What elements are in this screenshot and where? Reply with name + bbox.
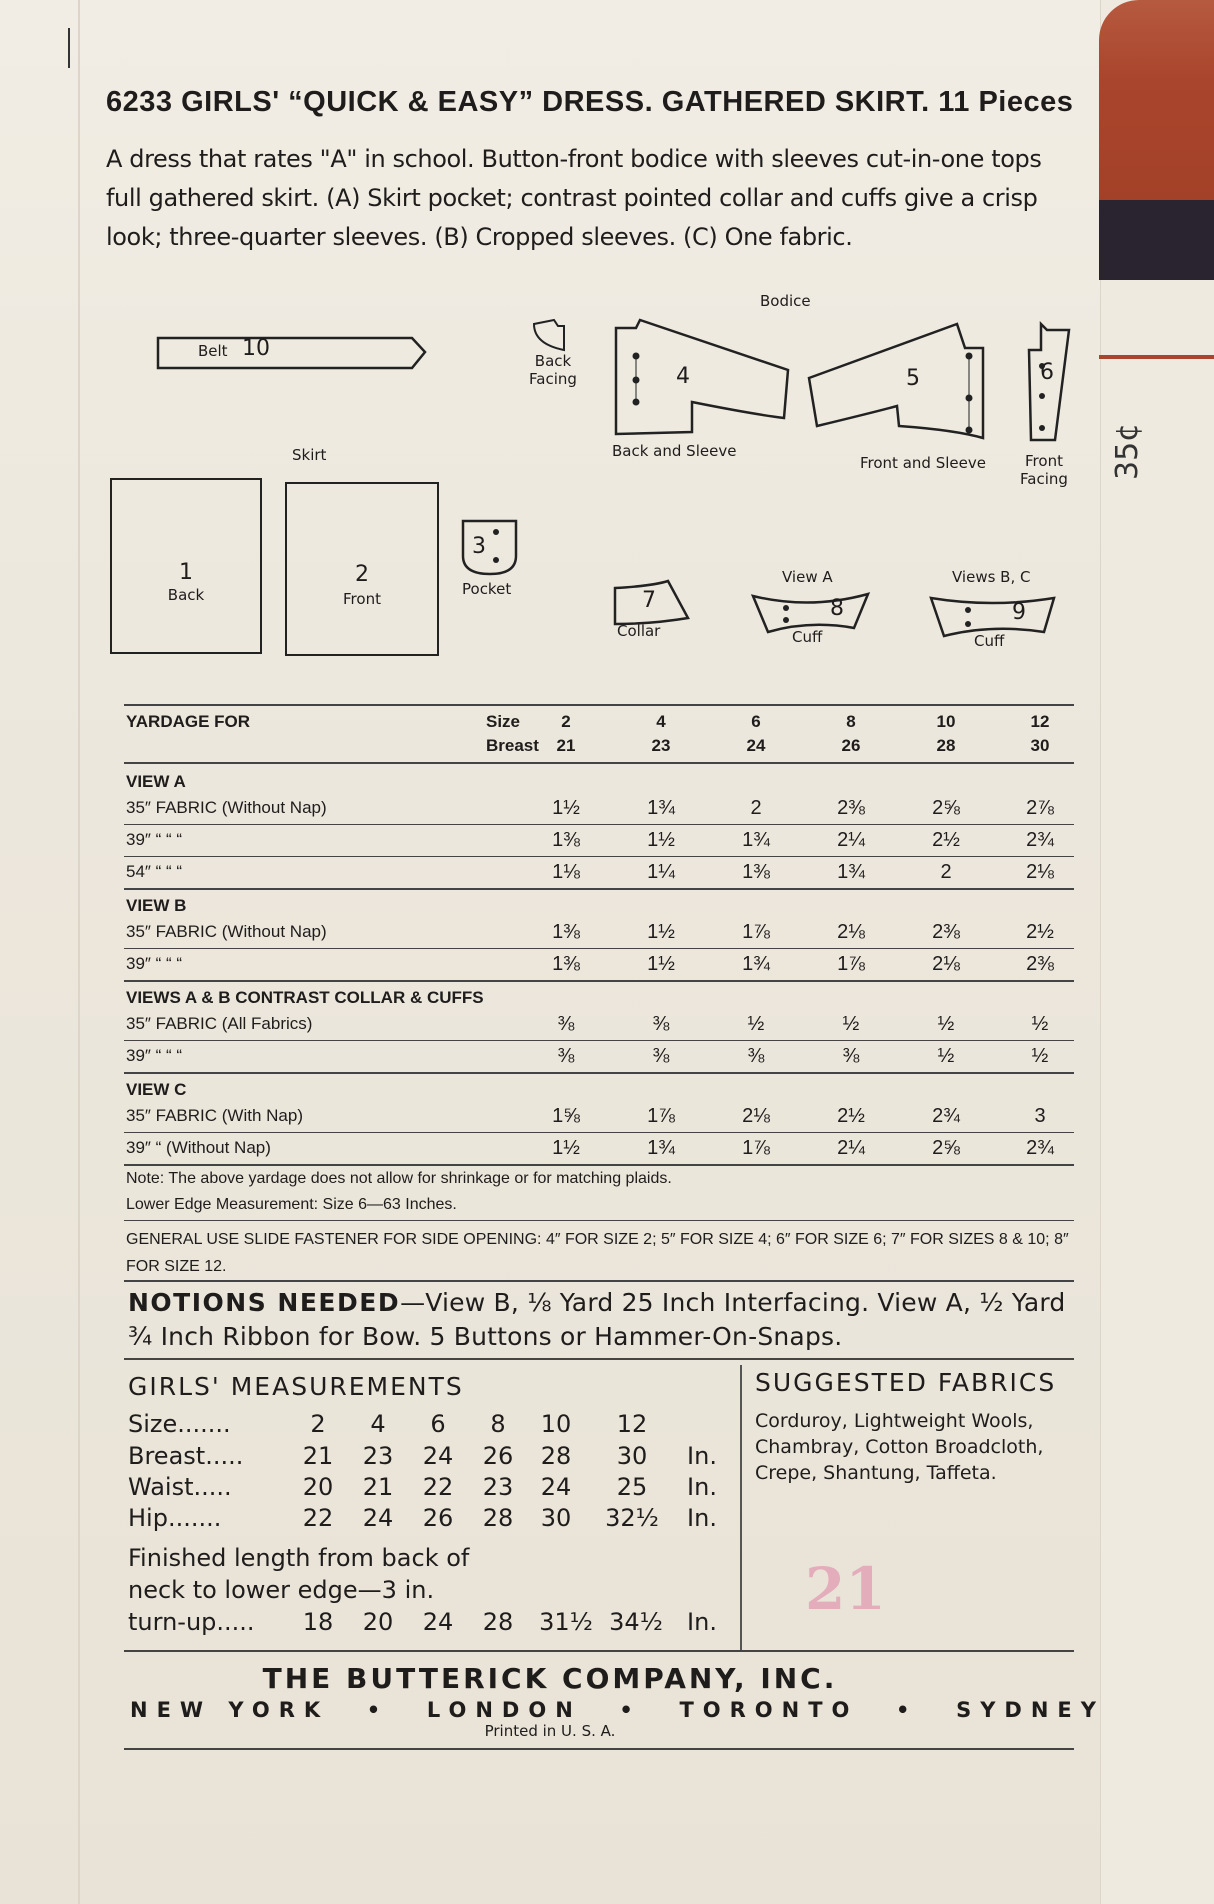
cell: 1½ — [552, 1137, 580, 1159]
breast-row — [126, 732, 1076, 760]
skirt-front-label: Front — [343, 590, 381, 608]
city: NEW YORK — [130, 1698, 330, 1722]
table-rule — [124, 980, 1074, 982]
measurement-value: 26 — [422, 1504, 454, 1532]
measurement-value: 22 — [302, 1504, 334, 1532]
yardage-note: Note: The above yardage does not allow for shrinkage or for matching plaids. — [126, 1170, 672, 1187]
fabrics-heading: SUGGESTED FABRICS — [755, 1368, 1057, 1397]
back-facing-label: Back Facing — [529, 352, 577, 388]
measurement-value: 2 — [310, 1410, 326, 1438]
measurement-value: 20 — [362, 1608, 394, 1636]
collar-label: Collar — [617, 622, 661, 640]
margin-mark — [68, 28, 70, 68]
size-8: 8 — [846, 712, 856, 731]
table-row — [126, 918, 1076, 946]
lower-edge-note: Lower Edge Measurement: Size 6—63 Inches. — [126, 1196, 457, 1213]
measurement-value: 10 — [540, 1410, 572, 1438]
cell: 1½ — [552, 797, 580, 819]
company-name: THE BUTTERICK COMPANY, INC. — [262, 1662, 838, 1695]
skirt-label: Skirt — [292, 446, 327, 464]
cell: 2⅝ — [932, 1137, 960, 1159]
cell: 1⅝ — [552, 1105, 580, 1127]
size-label: Size — [486, 712, 521, 731]
cell: 2⅛ — [932, 953, 960, 975]
measurement-label: Waist..... — [128, 1473, 232, 1501]
bodice-label: Bodice — [760, 292, 811, 310]
section-rule — [124, 1358, 1074, 1360]
row-label: 54″ “ “ “ — [126, 862, 183, 881]
cell: 2 — [940, 861, 952, 883]
cell: 1¾ — [742, 953, 770, 975]
back-sleeve-label: Back and Sleeve — [612, 442, 737, 460]
measurement-value: 12 — [616, 1410, 648, 1438]
yardage-heading: YARDAGE FOR — [126, 712, 251, 731]
measurement-value: 30 — [540, 1504, 572, 1532]
finished-length-line2: neck to lower edge—3 in. — [128, 1576, 435, 1604]
measurement-row — [128, 1408, 648, 1440]
city: SYDNEY — [956, 1698, 1105, 1722]
cuff-bc-view-label: Views B, C — [952, 568, 1031, 586]
cell: ⅜ — [747, 1045, 765, 1067]
table-rule — [124, 1220, 1074, 1221]
table-rule — [124, 948, 1074, 949]
side-strip-rule — [1099, 355, 1214, 359]
cell: 1⅞ — [742, 1137, 770, 1159]
breast-value: 30 — [1030, 736, 1050, 755]
table-rule — [124, 1132, 1074, 1133]
size-12: 12 — [1030, 712, 1050, 731]
measurement-value: 23 — [482, 1473, 514, 1501]
table-row — [126, 794, 1076, 822]
collar-number: 7 — [642, 588, 656, 613]
measurement-value: 22 — [422, 1473, 454, 1501]
measurement-unit: In. — [687, 1473, 717, 1501]
cell: 2⅜ — [932, 921, 960, 943]
cell: 2⅛ — [837, 921, 865, 943]
pattern-title-text: GIRLS' “QUICK & EASY” DRESS. GATHERED SKIRT. — [181, 86, 930, 118]
measurement-value: 28 — [482, 1608, 514, 1636]
pattern-piece-count: 11 Pieces — [938, 86, 1074, 118]
table-rule — [124, 1040, 1074, 1041]
measurement-value: 4 — [370, 1410, 386, 1438]
breast-value: 21 — [556, 736, 576, 755]
fabrics-text: Corduroy, Lightweight Wools, Chambray, Cotton Broadcloth, Crepe, Shantung, Taffeta. — [755, 1410, 1044, 1484]
price-label: 35¢ — [1110, 422, 1145, 480]
cell: 1⅛ — [552, 861, 580, 883]
notions-text: —View B, ⅛ Yard 25 Inch Interfacing. View A, ½ Yard ¾ Inch Ribbon for Bow. 5 Buttons or Hammer-On-Snaps. — [128, 1288, 1066, 1351]
cell: 2¾ — [1026, 1137, 1054, 1159]
fold-line — [78, 0, 80, 1904]
cell: ⅜ — [842, 1045, 860, 1067]
measurement-row — [128, 1440, 717, 1472]
section-title: VIEW B — [126, 896, 187, 915]
front-facing-label: Front Facing — [1020, 452, 1068, 488]
pocket-piece-icon — [460, 518, 520, 578]
cell: 2⅛ — [742, 1105, 770, 1127]
measurement-label: Breast..... — [128, 1442, 244, 1470]
size-2: 2 — [561, 712, 571, 731]
cell: ½ — [1031, 1045, 1049, 1067]
cell: 1¾ — [742, 829, 770, 851]
breast-value: 26 — [841, 736, 861, 755]
measurement-value: 24 — [422, 1608, 454, 1636]
size-4: 4 — [656, 712, 666, 731]
cell: 1⅜ — [552, 953, 580, 975]
pocket-label: Pocket — [462, 580, 512, 598]
cell: 2 — [750, 797, 762, 819]
fastener-note: GENERAL USE SLIDE FASTENER FOR SIDE OPENING: 4″ FOR SIZE 2; 5″ FOR SIZE 4; 6″ FOR SIZE 6; 7″ FOR SIZES 8 & 10; 8″ FOR SIZE 12. — [126, 1231, 1069, 1275]
front-facing-number: 6 — [1040, 360, 1054, 385]
front-sleeve-label: Front and Sleeve — [860, 454, 986, 472]
measurement-value: 30 — [616, 1442, 648, 1470]
cell: ⅜ — [652, 1045, 670, 1067]
row-label: 35″ FABRIC (Without Nap) — [126, 798, 327, 817]
side-strip-dark-band — [1099, 200, 1214, 280]
cell: 2½ — [932, 829, 960, 851]
measurement-value: 20 — [302, 1473, 334, 1501]
cell: 2⅛ — [1026, 861, 1054, 883]
cell: 2½ — [837, 1105, 865, 1127]
measurement-value: 18 — [302, 1608, 334, 1636]
measurement-unit: In. — [687, 1504, 717, 1532]
row-label: 39″ “ “ “ — [126, 954, 183, 973]
company-cities — [130, 1698, 1105, 1722]
row-label: 39″ “ “ “ — [126, 830, 183, 849]
pattern-title — [106, 86, 1073, 119]
pattern-description: A dress that rates "A" in school. Button-front bodice with sleeves cut-in-one tops full gathered skirt. (A) Skirt pocket; contrast pointed collar and cuffs give a crisp look; three-quarter sleeves. (B) Cropped sleeves. (C) One fabric. — [106, 145, 1042, 251]
cell: 2⅝ — [932, 797, 960, 819]
finished-length-line1: Finished length from back of — [128, 1544, 470, 1572]
measurement-row — [128, 1471, 717, 1503]
measurement-value: 21 — [362, 1473, 394, 1501]
skirt-back-piece — [110, 478, 262, 654]
measurement-value: 28 — [540, 1442, 572, 1470]
skirt-back-label: Back — [167, 586, 205, 604]
cell: 1⅞ — [647, 1105, 675, 1127]
pattern-number: 6233 — [106, 86, 173, 118]
measurement-value: 6 — [430, 1410, 446, 1438]
cell: 1⅜ — [742, 861, 770, 883]
footer-rule — [124, 1650, 1074, 1652]
cell: ⅜ — [652, 1013, 670, 1035]
table-row — [126, 1134, 1076, 1162]
measurement-value: 8 — [490, 1410, 506, 1438]
cell: 1⅜ — [552, 921, 580, 943]
cell: 1⅞ — [742, 921, 770, 943]
table-rule — [124, 762, 1074, 764]
breast-value: 28 — [936, 736, 956, 755]
front-sleeve-number: 5 — [906, 366, 920, 391]
cell: 1¼ — [647, 861, 675, 883]
column-divider — [740, 1365, 742, 1650]
measurement-value: 28 — [482, 1504, 514, 1532]
table-row — [126, 1042, 1076, 1070]
measurement-row — [128, 1606, 717, 1638]
bullet: • — [896, 1698, 919, 1722]
bullet: • — [366, 1698, 390, 1722]
measurement-value: 32½ — [605, 1504, 659, 1532]
measurement-label: Hip....... — [128, 1504, 222, 1532]
cell: 2⅜ — [1026, 953, 1054, 975]
measurement-value: 31½ — [539, 1608, 593, 1636]
section-title: VIEW A — [126, 772, 186, 791]
measurement-value: 24 — [362, 1504, 394, 1532]
belt-label: Belt — [198, 342, 228, 360]
table-rule — [124, 704, 1074, 706]
measurement-label: Size....... — [128, 1410, 231, 1438]
notions-section — [128, 1286, 1078, 1354]
measurement-value: 21 — [302, 1442, 334, 1470]
breast-value: 24 — [746, 736, 766, 755]
bullet: • — [619, 1698, 642, 1722]
row-label: 35″ FABRIC (With Nap) — [126, 1106, 304, 1125]
measurement-value: 23 — [362, 1442, 394, 1470]
belt-number: 10 — [242, 336, 270, 361]
row-label: 39″ “ “ “ — [126, 1046, 183, 1065]
cell: 1½ — [647, 829, 675, 851]
side-strip — [1100, 0, 1214, 1904]
skirt-back-number: 1 — [179, 560, 193, 585]
belt-piece-icon — [150, 330, 450, 380]
table-row — [126, 858, 1076, 886]
cuff-a-label: Cuff — [792, 628, 823, 646]
cuff-bc-label: Cuff — [974, 632, 1005, 650]
table-row — [126, 950, 1076, 978]
measurements-heading: GIRLS' MEASUREMENTS — [128, 1372, 464, 1401]
cell: ⅜ — [557, 1013, 575, 1035]
measurement-label: turn-up..... — [128, 1608, 255, 1636]
cell: 1¾ — [647, 1137, 675, 1159]
breast-label: Breast — [486, 736, 539, 755]
cell: ½ — [1031, 1013, 1049, 1035]
measurement-row — [128, 1502, 717, 1534]
cell: 2¾ — [932, 1105, 960, 1127]
row-label: 35″ FABRIC (Without Nap) — [126, 922, 327, 941]
measurement-value: 25 — [616, 1473, 648, 1501]
table-rule — [124, 1164, 1074, 1166]
row-label: 35″ FABRIC (All Fabrics) — [126, 1014, 313, 1033]
table-row — [126, 1010, 1076, 1038]
pocket-number: 3 — [472, 534, 486, 559]
section-title: VIEWS A & B CONTRAST COLLAR & CUFFS — [126, 988, 484, 1007]
cell: 2¼ — [837, 1137, 865, 1159]
table-row — [126, 826, 1076, 854]
city: TORONTO — [679, 1698, 859, 1722]
cell: 2¾ — [1026, 829, 1054, 851]
row-label: 39″ “ (Without Nap) — [126, 1138, 271, 1157]
cell: 2½ — [1026, 921, 1054, 943]
cell: 3 — [1034, 1105, 1046, 1127]
cell: ⅜ — [557, 1045, 575, 1067]
size-10: 10 — [936, 712, 956, 731]
cell: 1¾ — [647, 797, 675, 819]
measurement-unit: In. — [687, 1608, 717, 1636]
cell: ½ — [937, 1013, 955, 1035]
cell: 1½ — [647, 921, 675, 943]
cuff-a-view-label: View A — [782, 568, 833, 586]
measurement-value: 24 — [422, 1442, 454, 1470]
cell: 1¾ — [837, 861, 865, 883]
cell: 2⅞ — [1026, 797, 1054, 819]
measurement-value: 34½ — [609, 1608, 663, 1636]
side-strip-red-band — [1099, 0, 1214, 200]
measurement-value: 24 — [540, 1473, 572, 1501]
size-6: 6 — [751, 712, 761, 731]
front-sleeve-piece-icon — [805, 322, 995, 442]
measurement-unit: In. — [687, 1442, 717, 1470]
table-row — [126, 1102, 1076, 1130]
city: LONDON — [426, 1698, 582, 1722]
cell: 1½ — [647, 953, 675, 975]
skirt-front-number: 2 — [355, 562, 369, 587]
cell: ½ — [747, 1013, 765, 1035]
table-rule — [124, 1072, 1074, 1074]
table-rule — [124, 856, 1074, 857]
table-rule — [124, 1280, 1074, 1282]
stamp-mark: 21 — [805, 1555, 886, 1623]
notions-heading: NOTIONS NEEDED — [128, 1288, 401, 1317]
back-sleeve-piece-icon — [612, 318, 792, 443]
breast-value: 23 — [651, 736, 671, 755]
cell: ½ — [937, 1045, 955, 1067]
table-rule — [124, 888, 1074, 890]
cuff-bc-number: 9 — [1012, 600, 1026, 625]
back-facing-piece-icon — [530, 318, 570, 354]
printed-in: Printed in U. S. A. — [484, 1722, 616, 1740]
back-sleeve-number: 4 — [676, 364, 690, 389]
footer-rule — [124, 1748, 1074, 1750]
table-rule — [124, 824, 1074, 825]
measurement-value: 26 — [482, 1442, 514, 1470]
cell: ½ — [842, 1013, 860, 1035]
cuff-a-number: 8 — [830, 596, 844, 621]
cell: 1⅞ — [837, 953, 865, 975]
skirt-front-piece — [285, 482, 439, 656]
cell: 1⅜ — [552, 829, 580, 851]
section-title: VIEW C — [126, 1080, 187, 1099]
cell: 2⅜ — [837, 797, 865, 819]
cell: 2¼ — [837, 829, 865, 851]
